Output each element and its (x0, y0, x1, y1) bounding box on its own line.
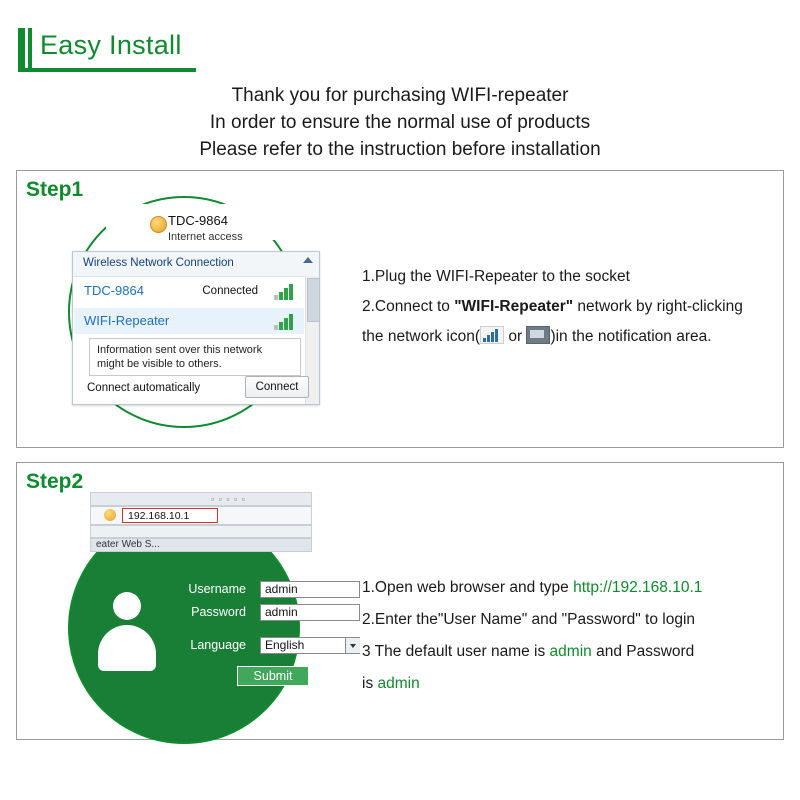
step1-instruction-3-suffix: )in the notification area. (550, 328, 712, 345)
username-input[interactable]: admin (260, 581, 360, 598)
address-bar-input[interactable] (122, 508, 218, 523)
browser-bookmarks-bar (90, 525, 312, 538)
default-password-value: admin (377, 675, 420, 692)
username-row (160, 582, 360, 600)
step2-instruction-3-prefix: 3 The default user name is (362, 643, 550, 660)
tooltip-ssid: TDC-9864 (168, 213, 228, 228)
scrollbar-thumb[interactable] (307, 278, 320, 322)
step2-instruction-2: 2.Enter the"User Name" and "Password" to login (362, 611, 696, 628)
page-title: Easy Install (40, 30, 182, 60)
browser-address-bar-mock (90, 492, 312, 556)
step2-instruction-3-suffix: and Password (591, 643, 695, 660)
chevron-down-icon[interactable] (345, 638, 360, 653)
network-name: TDC-9864 (84, 283, 144, 298)
submit-button[interactable]: Submit (237, 666, 309, 686)
intro-line-3: Please refer to the instruction before installation (199, 139, 601, 160)
step1-instruction-3 (362, 322, 772, 352)
network-status: Connected (202, 285, 258, 297)
language-select[interactable]: English (260, 637, 360, 654)
network-tooltip (106, 204, 288, 243)
browser-tab-label[interactable]: eater Web S... (96, 539, 160, 550)
chevron-up-icon[interactable] (303, 257, 313, 263)
step2-instruction-4 (362, 668, 782, 700)
step1-instruction-2 (362, 292, 772, 322)
header-underline (18, 68, 196, 72)
router-url: http://192.168.10.1 (573, 579, 703, 596)
step1-instruction-3-prefix: the network icon( (362, 328, 481, 345)
intro-text (0, 82, 800, 163)
browser-menu-dots: ▫ ▫ ▫ ▫ ▫ (211, 494, 246, 504)
step1-instruction-3-or: or (504, 328, 527, 345)
language-label: Language (190, 638, 246, 652)
step1-instruction-2-suffix: network by right-clicking (573, 298, 743, 315)
connect-automatically-checkbox-label[interactable]: Connect automatically (87, 382, 201, 394)
globe-icon (150, 216, 167, 233)
network-list-item[interactable] (74, 278, 304, 304)
step1-instruction-1: 1.Plug the WIFI-Repeater to the socket (362, 268, 630, 285)
connect-button[interactable]: Connect (245, 376, 309, 398)
step1-instructions (362, 262, 772, 352)
user-avatar-icon (96, 592, 158, 670)
avatar-head (113, 592, 141, 620)
password-input[interactable]: admin (260, 604, 360, 621)
browser-titlebar (90, 492, 312, 506)
page-header (18, 28, 782, 70)
step2-instructions (362, 572, 782, 700)
network-name: WIFI-Repeater (84, 313, 170, 328)
step1-label: Step1 (26, 178, 84, 201)
step2-instruction-3 (362, 636, 782, 668)
signal-bars-icon (274, 283, 298, 300)
site-icon (104, 509, 116, 521)
info-line-1: Information sent over this network (97, 344, 263, 356)
intro-line-1: Thank you for purchasing WIFI-repeater (231, 85, 569, 106)
default-username-value: admin (549, 643, 592, 660)
header-accent-bar-2 (28, 28, 32, 68)
network-monitor-icon (526, 326, 550, 344)
password-label: Password (191, 605, 246, 619)
language-row (160, 638, 360, 656)
wireless-network-mock (64, 196, 324, 418)
wireless-network-window (72, 251, 320, 405)
wireless-window-title: Wireless Network Connection (83, 257, 234, 269)
step2-instruction-1 (362, 572, 782, 604)
tooltip-subtext: Internet access (168, 231, 243, 243)
username-label: Username (188, 582, 246, 596)
intro-line-2: In order to ensure the normal use of products (209, 112, 591, 133)
step1-instruction-2-ssid: "WIFI-Repeater" (454, 298, 574, 315)
step1-instruction-2-prefix: 2.Connect to (362, 298, 455, 315)
wifi-signal-icon (480, 326, 504, 344)
step2-instruction-4-prefix: is (362, 675, 378, 692)
step2-instruction-1-prefix: 1.Open web browser and type (362, 579, 574, 596)
step2-label: Step2 (26, 470, 84, 493)
password-row (160, 605, 360, 623)
network-list-item[interactable] (74, 308, 304, 334)
header-accent-bar-1 (18, 28, 25, 68)
network-info-tooltip (89, 338, 301, 376)
avatar-body (98, 625, 156, 671)
info-line-2: might be visible to others. (97, 358, 222, 370)
address-bar-value: 192.168.10.1 (128, 510, 190, 522)
signal-bars-icon (274, 313, 298, 330)
